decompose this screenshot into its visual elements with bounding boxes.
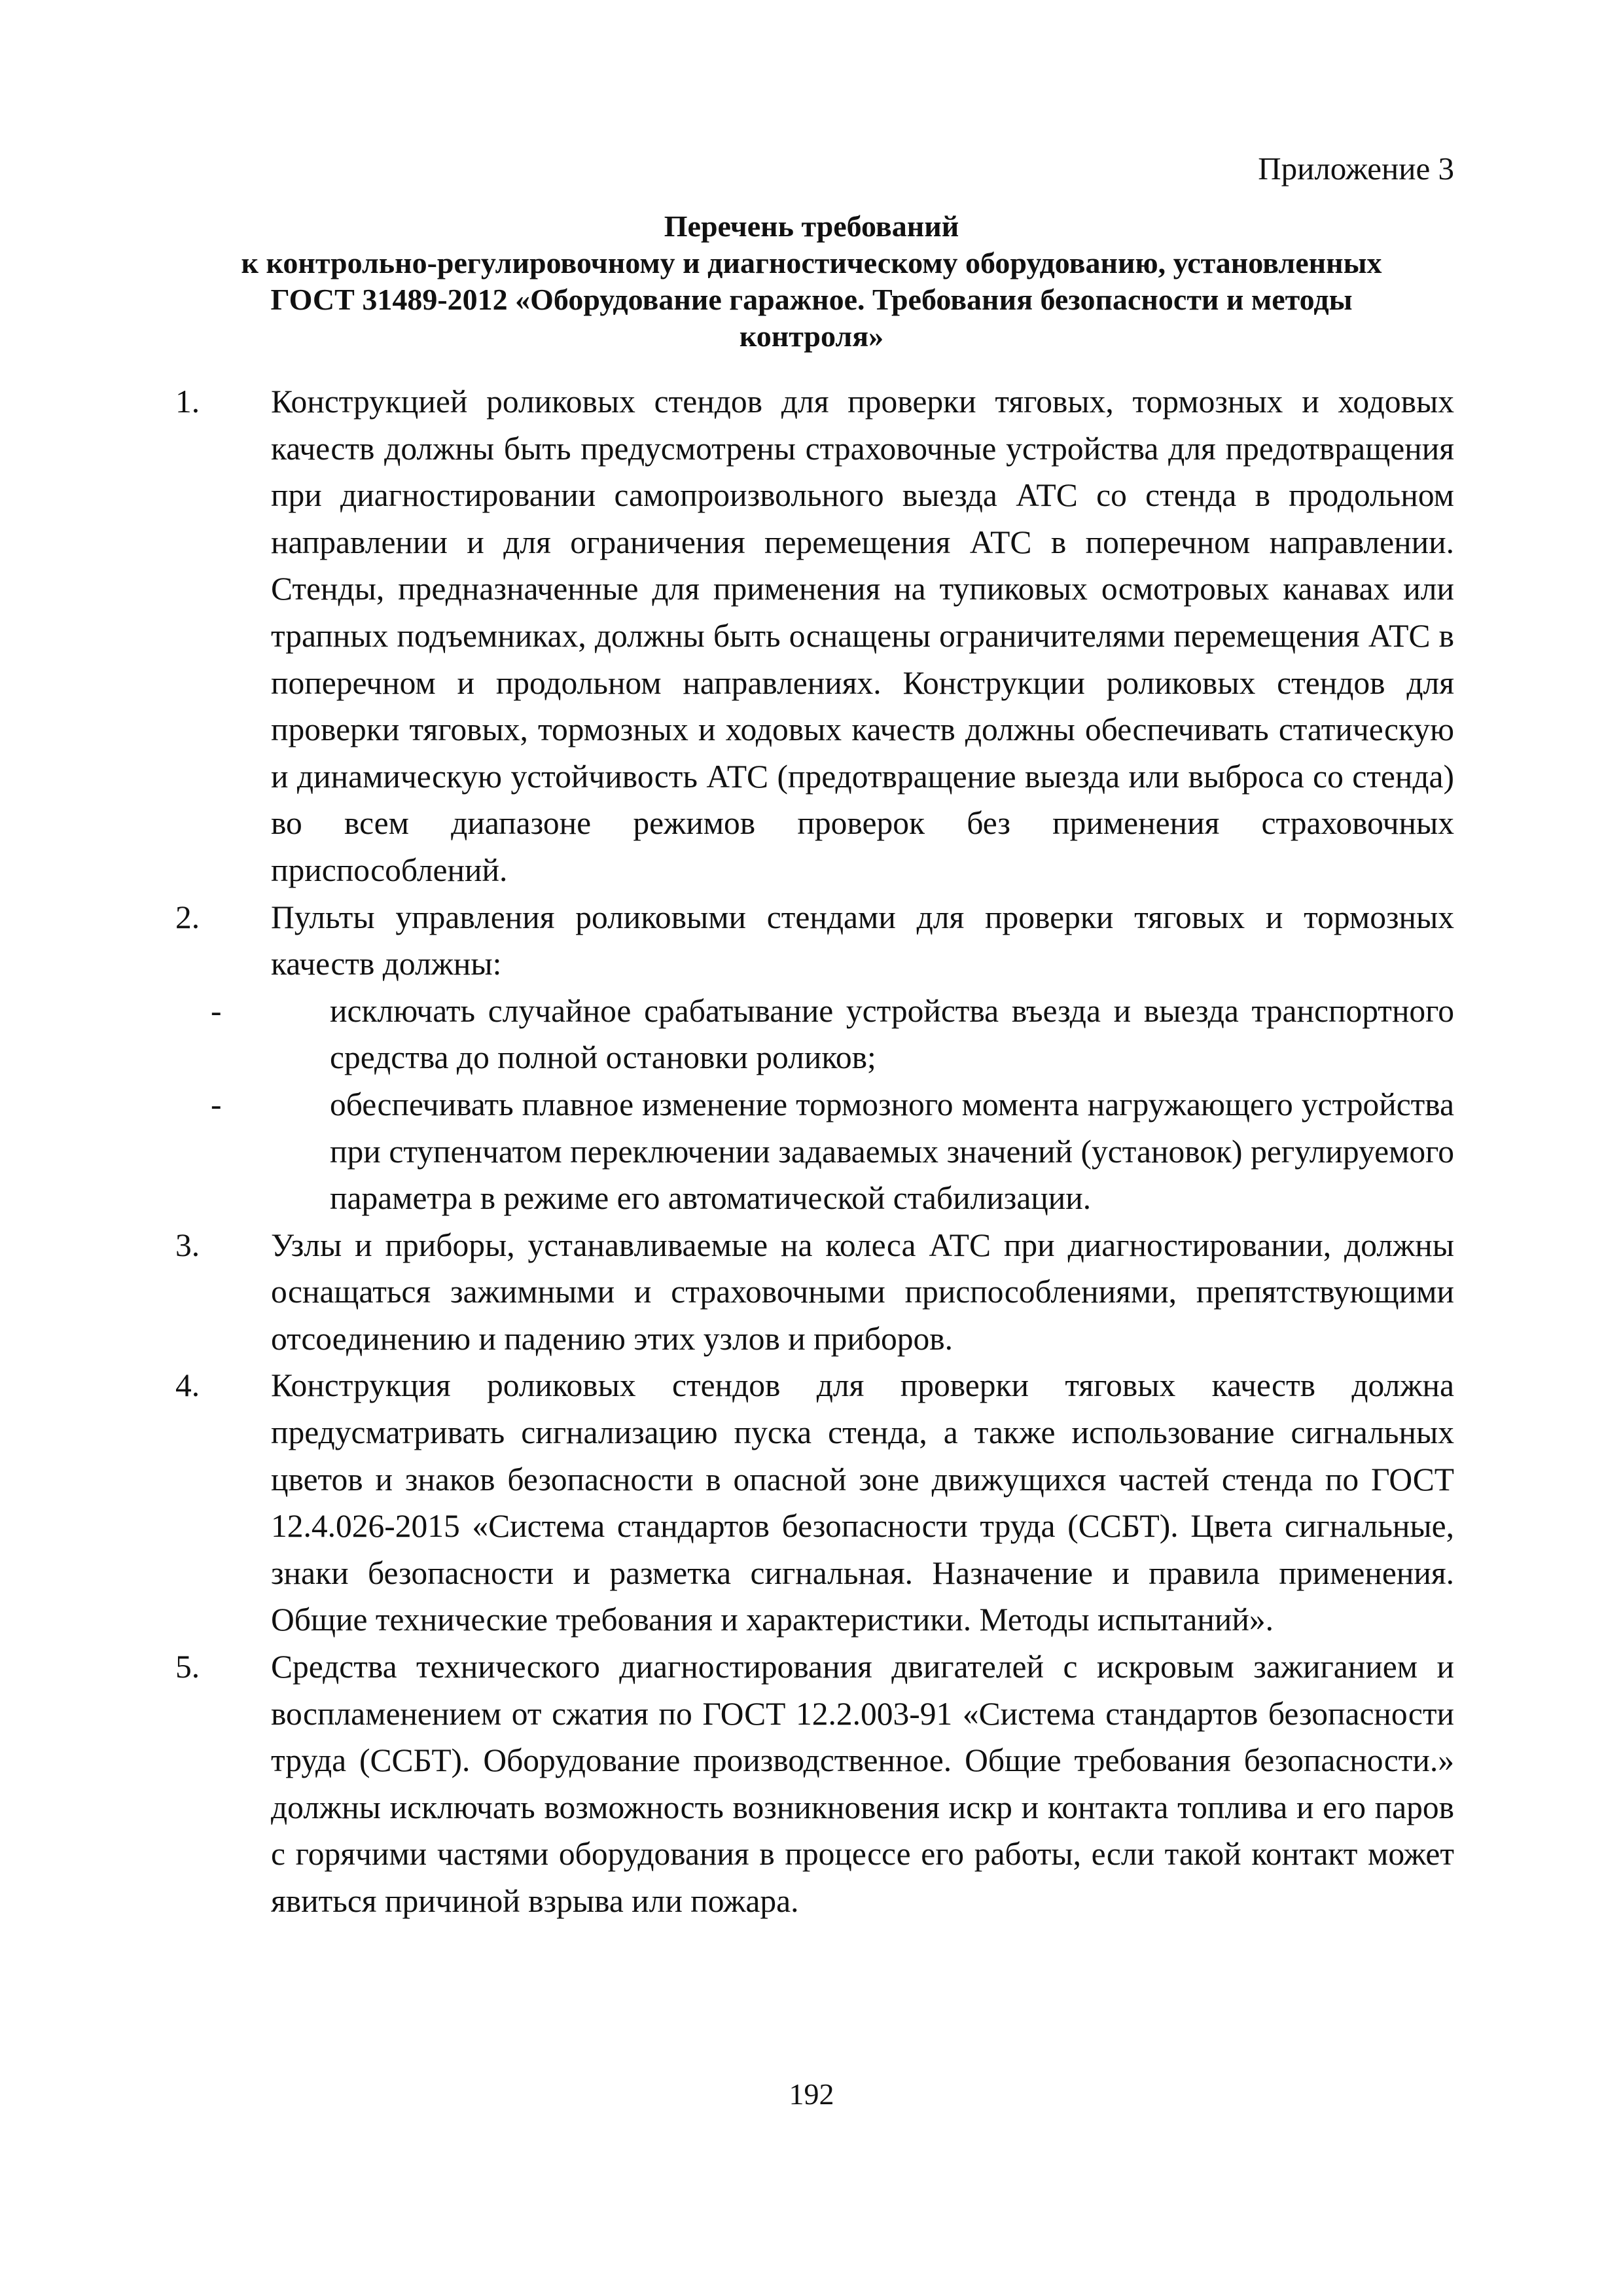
item-text: Средства технического диагностирования двигателей с искровым зажиганием и воспламенением от сжатия по ГОСТ 12.2.003-91 «Система стандартов безопасности труда (ССБТ). Оборудование производственное. Общие требования безопасности.» должны исключать возможность возникновения искр и контакта топлива и его паров с горячими частями оборудования в процессе его работы, если такой контакт может явиться причиной взрыва или пожара. [271, 1649, 1454, 1919]
item-number: 2. [175, 899, 200, 935]
item-number: 3. [175, 1227, 200, 1263]
list-item-5 [169, 1643, 1454, 1925]
item-number: 5. [175, 1649, 200, 1685]
item-text: Конструкцией роликовых стендов для проверки тяговых, тормозных и ходовых качеств должны быть предусмотрены страховочные устройства для предотвращения при диагностировании самопроизвольного выезда АТС со стенда в продольном направлении и для ограничения перемещения АТС в поперечном направлении. Стенды, предназначенные для применения на тупиковых осмотровых канавах или трапных подъемниках, должны быть оснащены ограничителями перемещения АТС в поперечном и продольном направлениях. Конструкции роликовых стендов для проверки тяговых, тормозных и ходовых качеств должны обеспечивать статическую и динамическую устойчивость АТС (предотвращение выезда или выброса со стенда) во всем диапазоне режимов проверок без применения страховочных приспособлений. [271, 384, 1454, 888]
document-title [196, 208, 1427, 355]
list-item-3 [169, 1222, 1454, 1363]
sub-item-text: обеспечивать плавное изменение тормозного момента нагружающего устройства при ступенчатом переключении задаваемых значений (установок) регулируемого параметра в режиме его автоматической стабилизации. [330, 1086, 1454, 1217]
list-item-4 [169, 1362, 1454, 1643]
sub-item-2-1 [169, 988, 1454, 1081]
requirements-list [169, 378, 1454, 1925]
appendix-label: Приложение 3 [1258, 151, 1454, 187]
item-text: Пульты управления роликовыми стендами для проверки тяговых и тормозных качеств должны: [271, 899, 1454, 982]
item-number: 4. [175, 1367, 200, 1404]
sub-item-marker: - [211, 992, 222, 1029]
list-item-2 [169, 894, 1454, 988]
sub-item-text: исключать случайное срабатывание устройства въезда и выезда транспортного средства до полной остановки роликов; [330, 992, 1454, 1076]
title-line-4: контроля» [739, 319, 884, 353]
sub-item-marker: - [211, 1086, 222, 1122]
item-text: Узлы и приборы, устанавливаемые на колеса АТС при диагностировании, должны оснащаться зажимными и страховочными приспособлениями, препятствующими отсоединению и падению этих узлов и приборов. [271, 1227, 1454, 1357]
sub-item-2-2 [169, 1081, 1454, 1222]
page-number: 192 [789, 2077, 834, 2111]
title-line-1: Перечень требований [664, 209, 959, 243]
item-text: Конструкция роликовых стендов для проверки тяговых качеств должна предусматривать сигнализацию пуска стенда, а также использование сигнальных цветов и знаков безопасности в опасной зоне движущихся частей стенда по ГОСТ 12.4.026-2015 «Система стандартов безопасности труда (ССБТ). Цвета сигнальные, знаки безопасности и разметка сигнальная. Назначение и правила применения. Общие технические требования и характеристики. Методы испытаний». [271, 1367, 1454, 1638]
item-number: 1. [175, 384, 200, 420]
title-line-2: к контрольно-регулировочному и диагностическому оборудованию, установленных [241, 246, 1382, 279]
title-line-3: ГОСТ 31489-2012 «Оборудование гаражное. Требования безопасности и методы [270, 283, 1353, 316]
list-item-1 [169, 378, 1454, 894]
